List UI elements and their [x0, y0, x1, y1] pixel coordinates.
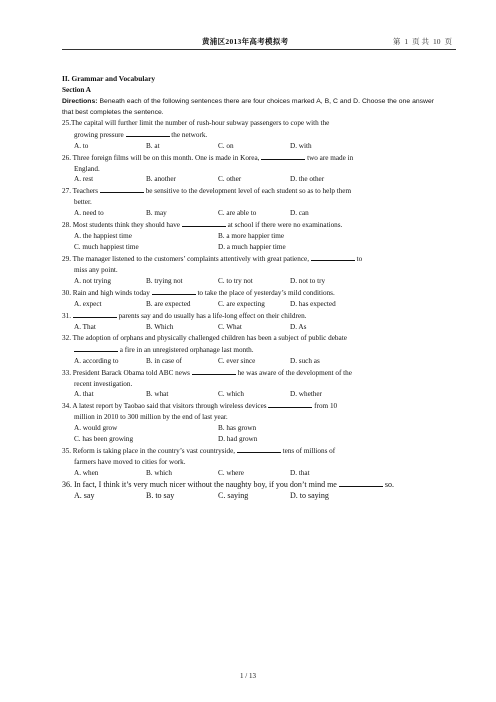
option-d: D. As [290, 322, 307, 331]
options-row [62, 242, 434, 253]
question-item [62, 445, 434, 479]
question-text: two are made in [307, 153, 354, 162]
question-line [62, 185, 434, 197]
option-d: D. can [290, 209, 309, 218]
section-title: II. Grammar and Vocabulary [62, 74, 156, 83]
question-item [62, 118, 434, 152]
option-b: B. in case of [146, 356, 182, 365]
options-row [62, 276, 434, 287]
question-text: 26. Three foreign films will be on this month. One is made in Korea, [62, 153, 260, 162]
option-d: D. whether [290, 390, 322, 399]
question-text: million in 2010 to 300 million by the end of last year. [74, 413, 228, 422]
option-d: D. a much happier time [218, 243, 286, 252]
question-text: so. [384, 480, 394, 490]
option-a: A. That [74, 322, 96, 331]
question-text: to take the place of yesterday’s mild conditions. [197, 288, 335, 297]
option-a: A. would grow [74, 424, 118, 433]
question-text: 29. The manager listened to the customers’ complaints attentively with great patience, [62, 255, 310, 264]
answer-blank [311, 253, 355, 261]
question-text: at school if there were no examinations. [227, 221, 343, 230]
option-d: D. to saying [290, 490, 329, 500]
option-a: A. expect [74, 299, 102, 308]
question-text: miss any point. [74, 266, 118, 275]
answer-blank [192, 367, 236, 375]
question-item [62, 333, 434, 367]
option-b: B. at [146, 141, 160, 150]
question-line [62, 152, 434, 164]
question-line [62, 265, 434, 276]
section-subtitle: Section A [62, 85, 91, 94]
options-row [62, 423, 434, 434]
option-a: A. that [74, 390, 94, 399]
option-c: C. much happiest time [74, 243, 139, 252]
question-line [62, 379, 434, 390]
option-c: C. which [218, 390, 244, 399]
option-a: A. according to [74, 356, 119, 365]
answer-blank [126, 129, 170, 137]
question-text: the network. [171, 130, 208, 139]
question-line [62, 479, 434, 491]
answer-blank [339, 479, 383, 487]
option-c: C. on [218, 141, 234, 150]
question-line [62, 129, 434, 141]
options-row [62, 491, 434, 502]
question-text: parents say and do usually has a life-long effect on their children. [118, 311, 307, 320]
option-c: C. What [218, 322, 242, 331]
directions: Directions: Beneath each of the following sentences there are four choices marked A, B, C and D. Choose the one answer that best completes the sentence. [62, 97, 435, 116]
question-text: be sensitive to the development level of each student so as to help them [145, 187, 352, 196]
question-text: England. [74, 164, 100, 173]
option-c: C. where [218, 469, 244, 478]
option-b: B. may [146, 209, 167, 218]
answer-blank [73, 310, 117, 318]
option-b: B. a more happier time [218, 232, 285, 241]
option-c: C. other [218, 175, 242, 184]
question-text: to [356, 255, 363, 264]
option-a: A. when [74, 469, 99, 478]
option-d: D. that [290, 469, 310, 478]
options-row [62, 141, 434, 152]
question-line [62, 400, 434, 412]
option-c: C. are expecting [218, 299, 265, 308]
option-a: A. rest [74, 175, 94, 184]
question-item [62, 287, 434, 310]
option-a: A. need to [74, 209, 104, 218]
option-c: C. to try not [218, 276, 253, 285]
options-row [62, 299, 434, 310]
header-rule [62, 49, 456, 50]
answer-blank [261, 152, 305, 160]
exam-content [62, 74, 434, 502]
question-line [62, 412, 434, 423]
option-a: A. not trying [74, 276, 111, 285]
question-item [62, 219, 434, 253]
page-footer: 1 / 13 [240, 672, 256, 680]
question-text: tens of millions of [282, 447, 336, 456]
question-text: 28. Most students think they should have [62, 221, 180, 230]
question-text: 33. President Barack Obama told ABC news [62, 368, 190, 377]
option-c: C. ever since [218, 356, 256, 365]
question-item [62, 479, 434, 502]
option-b: B. which [146, 469, 172, 478]
question-text: 36. In fact, I think it’s very much nicer without the naughty boy, if you don’t mind me [62, 480, 337, 490]
option-b: B. are expected [146, 299, 191, 308]
option-d: D. with [290, 141, 312, 150]
option-a: A. say [74, 490, 95, 500]
question-text: 25.The capital will further limit the number of rush-hour subway passengers to cope with the [62, 118, 330, 127]
question-text: from 10 [314, 402, 338, 411]
option-b: B. trying not [146, 276, 183, 285]
question-text: 32. The adoption of orphans and physically challenged children has been a subject of public debate [62, 333, 347, 342]
option-b: B. has grown [218, 424, 257, 433]
question-text: 27. Teachers [62, 187, 99, 196]
question-text: 30. Rain and high winds today [62, 288, 150, 297]
question-line [62, 457, 434, 468]
option-d: D. had grown [218, 435, 258, 444]
question-line [62, 253, 434, 265]
option-d: D. not to try [290, 276, 326, 285]
question-item [62, 253, 434, 287]
option-c: C. are able to [218, 209, 257, 218]
question-text: recent investigation. [74, 379, 133, 388]
options-row [62, 434, 434, 445]
question-text: 31. [62, 311, 71, 320]
option-d: D. such as [290, 356, 320, 365]
page-header [62, 36, 456, 50]
question-line [62, 287, 434, 299]
option-d: D. the other [290, 175, 325, 184]
option-b: B. Which [146, 322, 174, 331]
question-line [62, 219, 434, 231]
answer-blank [100, 185, 144, 193]
answer-blank [237, 445, 281, 453]
question-item [62, 152, 434, 186]
options-row [62, 174, 434, 185]
options-row [62, 231, 434, 242]
option-d: D. has expected [290, 299, 336, 308]
question-line [62, 118, 434, 129]
answer-blank [74, 344, 118, 352]
question-item [62, 367, 434, 401]
question-text: he was aware of the development of the [237, 368, 352, 377]
option-a: A. to [74, 141, 89, 150]
options-row [62, 322, 434, 333]
question-line [62, 333, 434, 344]
option-a: A. the happiest time [74, 232, 132, 241]
question-line [62, 445, 434, 457]
question-item [62, 310, 434, 333]
question-text: better. [74, 198, 92, 207]
question-text: 34. A latest report by Taobao said that visitors through wireless devices [62, 402, 267, 411]
question-text: a fire in an unregistered orphanage last month. [119, 345, 254, 354]
answer-blank [268, 400, 312, 408]
exam-title: 黄浦区2013年高考模拟考 [202, 37, 289, 46]
options-row [62, 389, 434, 400]
question-list [62, 118, 434, 502]
options-row [62, 356, 434, 367]
question-text: farmers have moved to cities for work. [74, 458, 186, 467]
options-row [62, 208, 434, 219]
answer-blank [152, 287, 196, 295]
question-line [62, 344, 434, 356]
question-text: growing pressure [74, 130, 124, 139]
options-row [62, 468, 434, 479]
question-line [62, 197, 434, 208]
question-line [62, 164, 434, 175]
option-b: B. what [146, 390, 169, 399]
option-b: B. another [146, 175, 176, 184]
option-b: B. to say [146, 490, 175, 500]
page-indicator: 第 1 页 共 10 页 [392, 37, 452, 46]
answer-blank [182, 219, 226, 227]
option-c: C. saying [218, 490, 249, 500]
option-c: C. has been growing [74, 435, 134, 444]
question-item [62, 400, 434, 445]
question-line [62, 310, 434, 322]
question-line [62, 367, 434, 379]
question-text: 35. Reform is taking place in the country’s vast countryside, [62, 447, 236, 456]
question-item [62, 185, 434, 219]
